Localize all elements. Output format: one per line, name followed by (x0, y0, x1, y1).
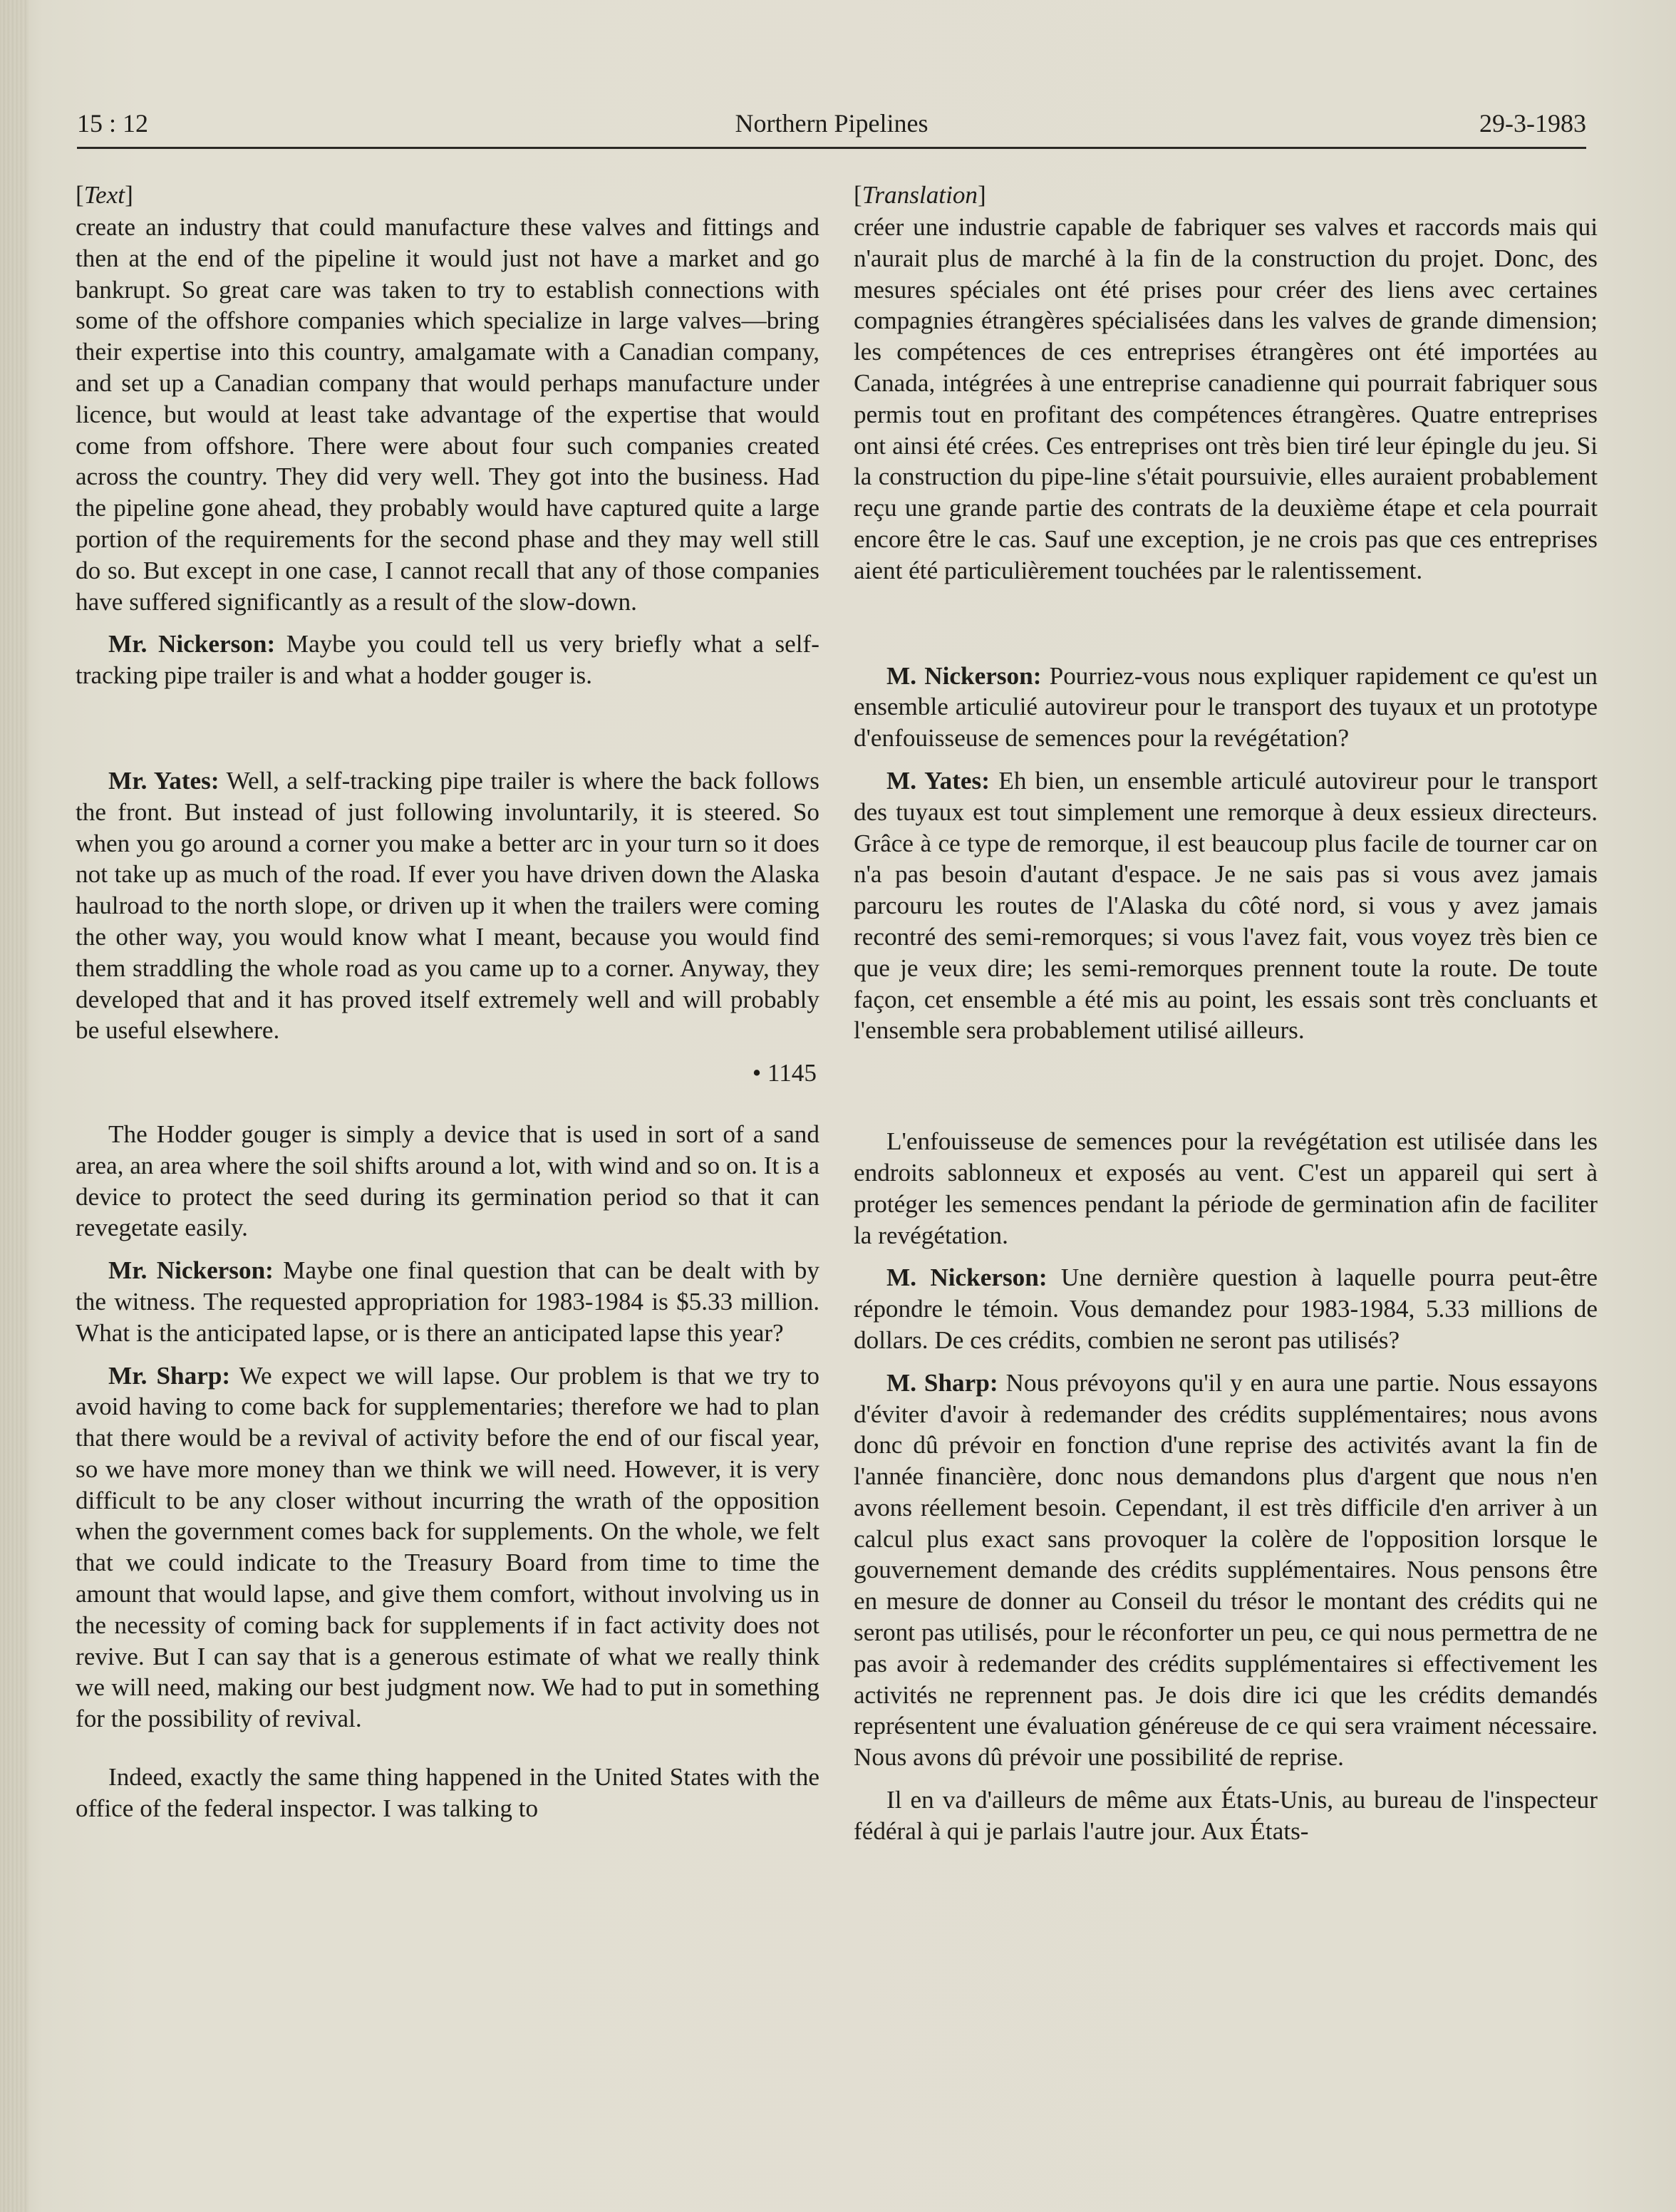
speaker-name: M. Nickerson: (886, 661, 1042, 690)
page-number: 15 : 12 (77, 109, 149, 138)
paragraph-yates-answer: M. Yates: Eh bien, un ensemble articulé autovireur pour le transport des tuyaux est tout simplement une remorque à deux essieux directeurs. Grâce à ce type de remorque, il est beaucoup plus facile de tourner car on n'a pas besoin d'autant d'espace. Je ne sais pas si vous avez jamais parcouru les routes de l'Alaska du côté nord, si vous y avez jamais recontré des semi-remorques; si vous l'avez fait, vous voyez très bien ce que je veux dire; les semi-remorques prennent toute la route. De toute façon, cet ensemble a été mis au point, les essais sont très concluants et l'ensemble sera probablement utilisé ailleurs. (854, 766, 1598, 1045)
page-edge (0, 0, 29, 2212)
header-rule (77, 147, 1586, 149)
french-column (854, 180, 1598, 1859)
speaker-name: Mr. Nickerson: (108, 630, 276, 658)
running-title: Northern Pipelines (735, 109, 928, 138)
time-marker: • 1145 (752, 1059, 817, 1087)
paragraph-sharp-answer: Mr. Sharp: We expect we will lapse. Our problem is that we try to avoid having to come back for supplementaries; therefore we had to plan that there would be a revival of activity before the end of our fiscal year, so we have more money than we think we will need. However, it is very difficult to be any closer without incurring the wrath of the opposition when the government comes back for supplements. On the whole, we felt that we could indicate to the Treasury Board from time to time the amount that would lapse, and give them comfort, without involving us in the necessity of coming back for supplements if in fact activity does not revive. But I can say that is a generous estimate of what we really think we will need, making our best judgment now. We had to put in something for the possibility of revival. (76, 1361, 819, 1733)
paragraph: créer une industrie capable de fabriquer ses valves et raccords mais qui n'aurait plus de marché à la fin de la construction du projet. Donc, des mesures spéciales ont été prises pour créer des liens avec certaines compagnies étrangères spécialisées dans les valves de grande dimension; les compétences de ces entreprises étrangères ont été importées au Canada, intégrées à une entreprise canadienne qui pourrait fabriquer sous permis tout en profitant des compétences étrangères. Quatre entreprises ont ainsi été crées. Ces entreprises ont très bien tiré leur épingle du jeu. Si la construction du pipe-line s'était poursuivie, elles auraient probablement reçu une grande partie des contrats de la deuxième étape et cela pourrait encore être le cas. Sauf une exception, je ne crois pas que ces entreprises aient été particulièrement touchées par le ralentissement. (854, 213, 1598, 584)
speaker-name: Mr. Yates: (108, 766, 219, 795)
speaker-name: M. Sharp: (886, 1368, 998, 1397)
paragraph-nickerson-question: Mr. Nickerson: Maybe you could tell us very briefly what a self-tracking pipe trailer is and what a hodder gouger is. (76, 630, 819, 690)
speaker-name: Mr. Sharp: (108, 1361, 231, 1390)
header-date: 29-3-1983 (1479, 109, 1586, 138)
paragraph-yates-answer: Mr. Yates: Well, a self-tracking pipe trailer is where the back follows the front. But instead of just following involuntarily, it is steered. So when you go around a corner you make a better arc in your turn so it does not take up as much of the road. If ever you have driven down the Alaska haulroad to the north slope, or driven up it when the trailers were coming the other way, you would know what I meant, because you would find them straddling the whole road as you came up to a corner. Anyway, they developed that and it has proved itself extremely well and will probably be useful elsewhere. (76, 766, 819, 1045)
paragraph-nickerson-question: M. Nickerson: Pourriez-vous nous expliquer rapidement ce qu'est un ensemble articulié autovireur pour le transport des tuyaux et un prototype d'enfouisseuse de semences pour la revégétation? (854, 661, 1598, 753)
paragraph: create an industry that could manufacture these valves and fittings and then at the end of the pipeline it would just not have a market and go bankrupt. So great care was taken to try to establish connections with some of the offshore companies which specialize in large valves—bring their expertise into this country, amalgamate with a Canadian company, and set up a Canadian company that would perhaps manufacture under licence, but would at least take advantage of the expertise that would come from offshore. There were about four such companies created across the country. They did very well. They got into the business. Had the pipeline gone ahead, they probably would have captured quite a large portion of the requirements for the second phase and they may well still do so. But except in one case, I cannot recall that any of those companies have suffered significantly as a result of the slow-down. (76, 213, 819, 616)
paragraph: The Hodder gouger is simply a device that is used in sort of a sand area, an area where the soil shifts around a lot, with wind and so on. It is a device to protect the seed during its germination period so that it can revegetate easily. (76, 1120, 819, 1242)
page-header (77, 108, 1586, 144)
column-label-text: [Text] (76, 181, 133, 209)
paragraph-nickerson-question: M. Nickerson: Une dernière question à laquelle pourra peut-être répondre le témoin. Vous demandez pour 1983-1984, 5.33 millions de dollars. De ces crédits, combien ne seront pas utilisés? (854, 1263, 1598, 1354)
speaker-name: Mr. Nickerson: (108, 1256, 274, 1285)
column-label-translation: [Translation] (854, 181, 986, 209)
paragraph: Indeed, exactly the same thing happened in the United States with the office of the federal inspector. I was talking to (76, 1763, 819, 1822)
speaker-name: M. Yates: (886, 766, 990, 795)
paragraph: Il en va d'ailleurs de même aux États-Unis, au bureau de l'inspecteur fédéral à qui je parlais l'autre jour. Aux États- (854, 1786, 1598, 1845)
paragraph: L'enfouisseuse de semences pour la revégétation est utilisée dans les endroits sablonneux et exposés au vent. C'est un appareil qui sert à protéger les semences pendant la période de germination afin de faciliter la revégétation. (854, 1127, 1598, 1249)
paragraph-nickerson-question: Mr. Nickerson: Maybe one final question that can be dealt with by the witness. The requested appropriation for 1983-1984 is $5.33 million. What is the anticipated lapse, or is there an anticipated lapse this year? (76, 1256, 819, 1347)
speaker-name: M. Nickerson: (886, 1263, 1048, 1292)
paragraph-sharp-answer: M. Sharp: Nous prévoyons qu'il y en aura une partie. Nous essayons d'éviter d'avoir à redemander des crédits supplémentaires; nous avons donc dû prévoir en fonction d'une reprise des activités avant la fin de l'année financière, donc nous demandons plus d'argent que nous n'en avons réellement besoin. Cependant, il est très difficile d'en arriver à un calcul plus exact sans provoquer la colère de l'opposition lorsque le gouvernement demande des crédits supplémentaires. Nous pensons être en mesure de donner au Conseil du trésor le montant des crédits qui ne seront pas utilisés, pour le réconforter un peu, ce qui nous permettra de ne pas avoir à redemander des crédits supplémentaires si effectivement les activités ne reprennent pas. Je dois dire ici que les crédits demandés représentent une évaluation généreuse de ce qui sera vraiment nécessaire. Nous avons dû prévoir une possibilité de reprise. (854, 1368, 1598, 1772)
english-column (76, 180, 819, 1836)
